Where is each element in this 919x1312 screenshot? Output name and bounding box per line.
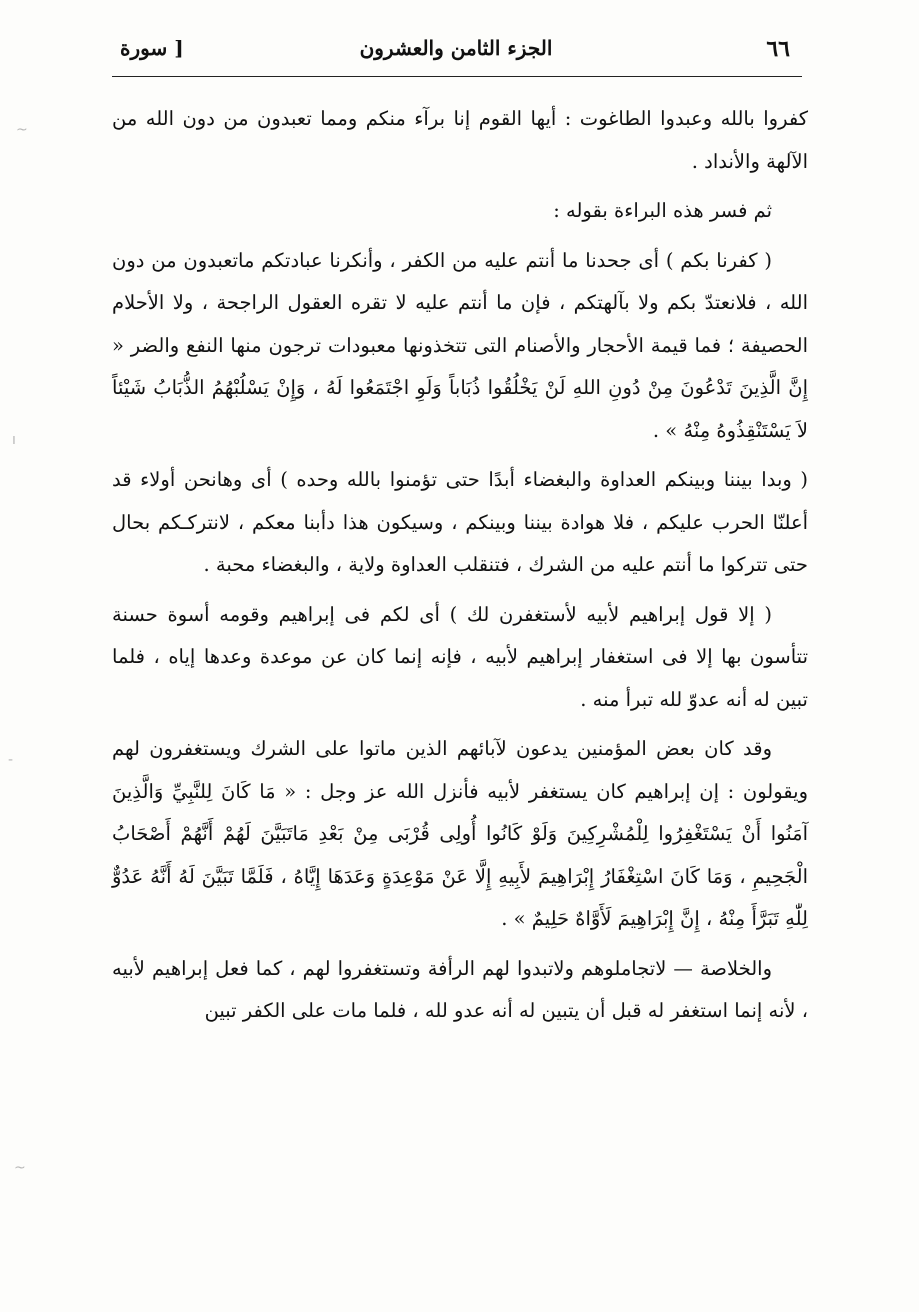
running-title: الجزء الثامن والعشرون: [359, 36, 553, 60]
page-body: [112, 98, 808, 1033]
paragraph: كفروا بالله وعبدوا الطاغوت : أيها القوم إنا برآء منكم ومما تعبدون من دون الله من الآلهة والأنداد .: [112, 107, 808, 173]
paragraph: وقد كان بعض المؤمنين يدعون لآبائهم الذين ماتوا على الشرك ويستغفرون لهم ويقولون : إن إبراهيم كان يستغفر لأبيه فأنزل الله عز وجل : « مَا كَانَ لِلنَّبِيِّ وَالَّذِينَ آمَنُوا أَنْ يَسْتَغْفِرُوا لِلْمُشْرِكِينَ وَلَوْ كَانُوا أُولِى قُرْبَى مِنْ بَعْدِ مَاتَبَيَّنَ لَهُمْ أَنَّهُمْ أَصْحَابُ الْجَحِيمِ ، وَمَا كَانَ اسْتِغْفَارُ إِبْرَاهِيمَ لأَبِيهِ إِلَّا عَنْ مَوْعِدَةٍ وَعَدَهَا إِيَّاهُ ، فَلَمَّا تَبَيَّنَ لَهُ أَنَّهُ عَدُوٌّ لِلّٰهِ تَبَرَّأَ مِنْهُ ، إِنَّ إِبْرَاهِيمَ لَأَوَّاهٌ حَلِيمٌ » .: [112, 737, 808, 930]
paragraph: ( إلا قول إبراهيم لأبيه لأستغفرن لك ) أى لكم فى إبراهيم وقومه أسوة حسنة تتأسون بها إلا فى استغفار إبراهيم لأبيه ، فإنه إنما كان عن موعدة وعدها إياه ، فلما تبين له أنه عدوّ لله تبرأ منه .: [112, 602, 808, 711]
paragraph: ثم فسر هذه البراءة بقوله :: [553, 199, 772, 222]
paragraph: ( كفرنا بكم ) أى جحدنا ما أنتم عليه من الكفر ، وأنكرنا عبادتكم ماتعبدون من دون الله ، فلانعتدّ بكم ولا بآلهتكم ، فإن ما أنتم عليه لا تقره العقول الراجحة ، ولا الأحلام الحصيفة ؛ فما قيمة الأحجار والأصنام التى تتخذونها معبودات ترجون منها النفع والضر « إِنَّ الَّذِينَ تَدْعُونَ مِنْ دُونِ اللهِ لَنْ يَخْلُقُوا ذُبَاباً وَلَوِ اجْتَمَعُوا لَهُ ، وَإِنْ يَسْلُبْهُمُ الذُّبَابُ شَيْئاً لاَ يَسْتَنْقِذُوهُ مِنْهُ » .: [112, 248, 808, 442]
page-header: [112, 28, 800, 72]
paragraph: والخلاصة — لاتجاملوهم ولاتبدوا لهم الرأفة وتستغفروا لهم ، كما فعل إبراهيم لأبيه ، لأنه إنما استغفر له قبل أن يتبين له أنه عدو لله ، فلما مات على الكفر تبين: [112, 956, 808, 1022]
surah-label: [ سورة: [120, 36, 184, 60]
page-number: ٦٦: [766, 36, 790, 62]
margin-speck: ı: [12, 432, 16, 448]
margin-speck: -: [8, 752, 14, 768]
margin-speck: ~: [14, 1160, 26, 1176]
paragraph: ( وبدا بيننا وبينكم العداوة والبغضاء أبدًا حتى تؤمنوا بالله وحده ) أى وهانحن أولاء قد أعلنّا الحرب عليكم ، فلا هوادة بيننا وبينكم ، وسيكون هذا دأبنا معكم ، لانتركـكم بحال حتى تتركوا ما أنتم عليه من الشرك ، فتنقلب العداوة ولاية ، والبغضاء محبة .: [112, 468, 808, 576]
header-divider: [112, 76, 802, 77]
margin-speck: ~: [16, 122, 28, 138]
